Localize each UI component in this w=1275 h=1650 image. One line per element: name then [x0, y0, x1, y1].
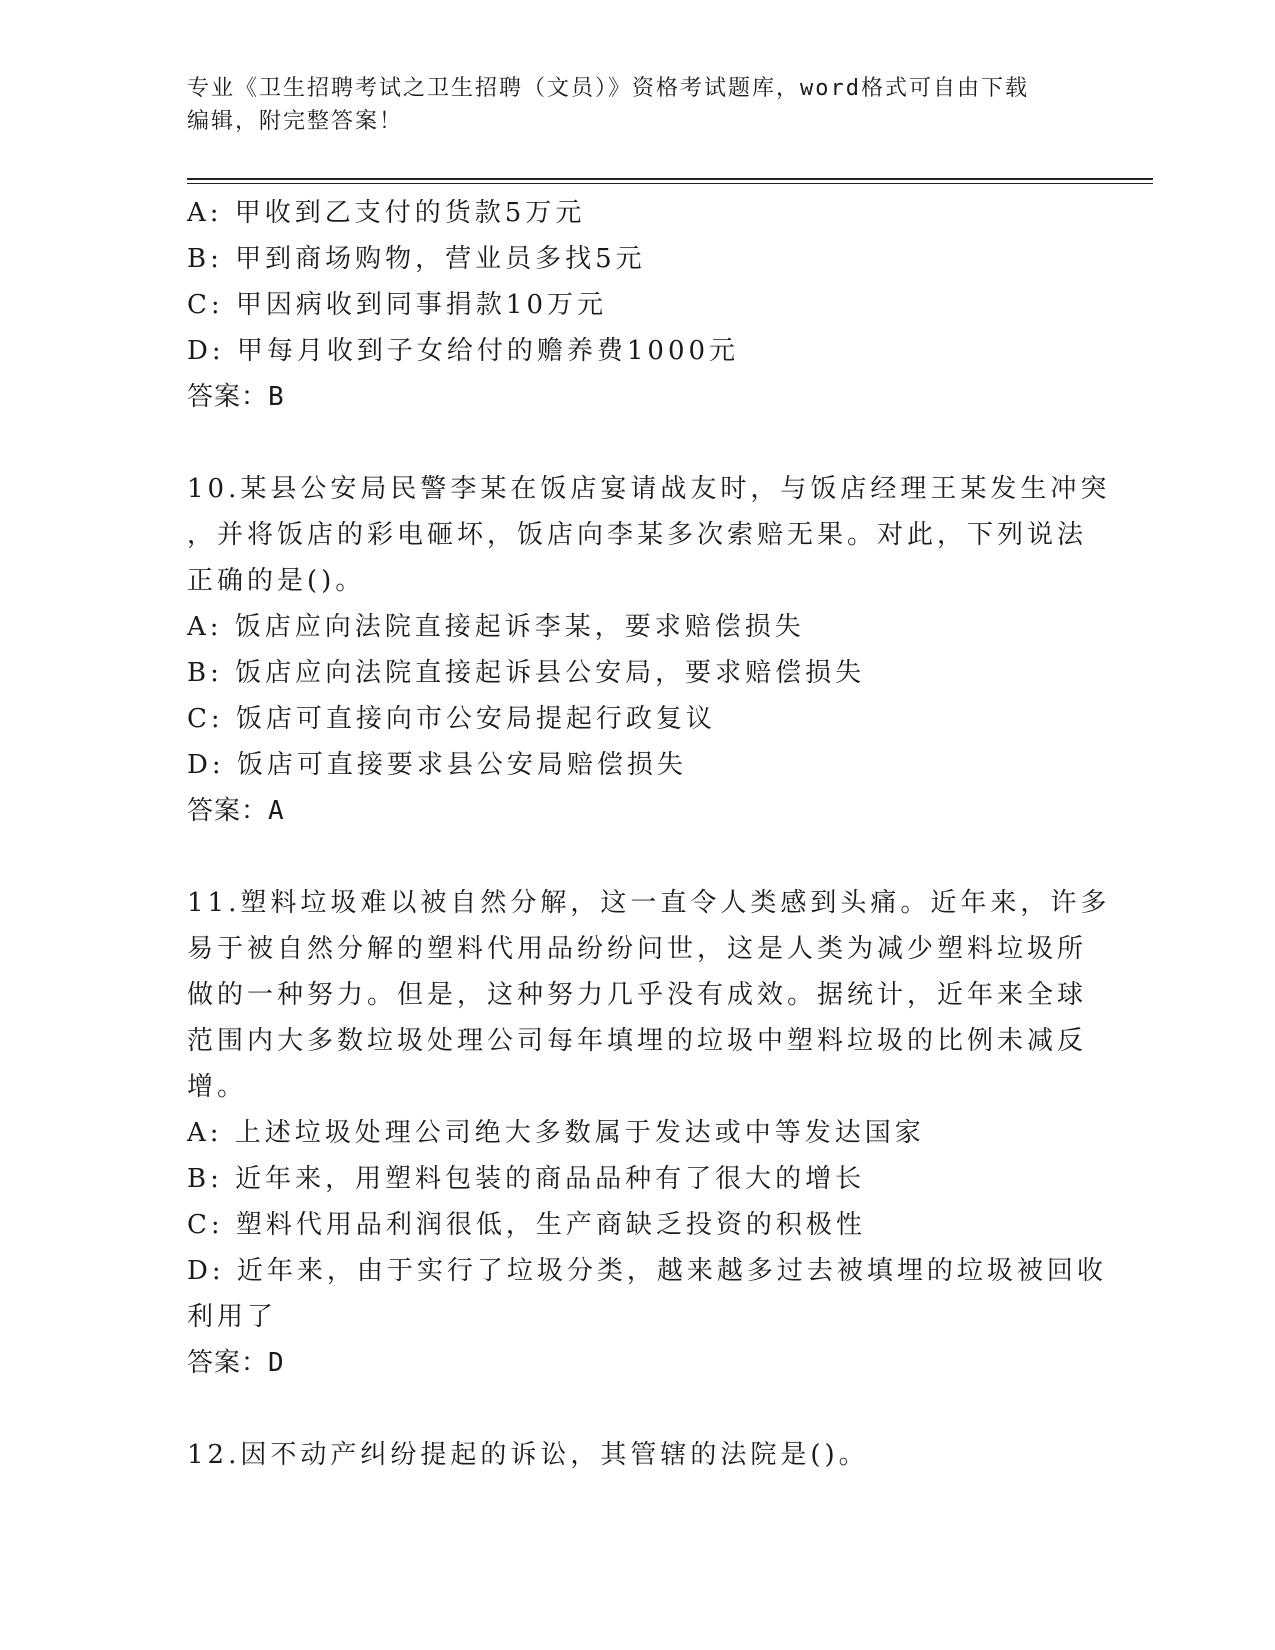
header-rule-thin	[187, 183, 1153, 184]
option-b: B: 甲到商场购物，营业员多找5元	[187, 244, 646, 274]
question-stem-line: 正确的是()。	[187, 566, 366, 596]
answer-value: D	[268, 1348, 285, 1378]
question-10	[187, 466, 1111, 834]
option-c: C: 饭店可直接向市公安局提起行政复议	[187, 704, 716, 734]
question-stem-line: 增。	[187, 1072, 248, 1102]
answer-label: 答案：	[187, 796, 269, 826]
question-stem-line: ，并将饭店的彩电砸坏，饭店向李某多次索赔无果。对此，下列说法	[187, 520, 1088, 550]
question-11	[187, 880, 1111, 1386]
option-d: D: 甲每月收到子女给付的赡养费1000元	[187, 336, 740, 366]
question-stem-line: 10.某县公安局民警李某在饭店宴请战友时，与饭店经理王某发生冲突	[187, 474, 1111, 504]
answer-label: 答案：	[187, 1348, 269, 1378]
option-a: A: 上述垃圾处理公司绝大多数属于发达或中等发达国家	[187, 1118, 925, 1148]
option-c: C: 甲因病收到同事捐款10万元	[187, 290, 608, 320]
answer-line	[187, 788, 1087, 834]
header-line-1: 专业《卫生招聘考试之卫生招聘（文员）》资格考试题库，word格式可自由下载	[187, 76, 1029, 101]
question-12	[187, 1432, 1087, 1478]
answer-value: B	[268, 382, 285, 412]
option-b: B: 饭店应向法院直接起诉县公安局，要求赔偿损失	[187, 658, 866, 688]
answer-value: A	[268, 796, 285, 826]
question-9	[187, 190, 1087, 420]
option-d: D: 近年来，由于实行了垃圾分类，越来越多过去被填埋的垃圾被回收	[187, 1256, 1107, 1286]
option-d: D: 饭店可直接要求县公安局赔偿损失	[187, 750, 687, 780]
option-d-continued: 利用了	[187, 1302, 278, 1332]
header-rule-thick	[187, 178, 1153, 180]
header-line-2: 编辑，附完整答案！	[187, 109, 404, 134]
question-stem-line: 做的一种努力。但是，这种努力几乎没有成效。据统计，近年来全球	[187, 980, 1088, 1010]
option-a: A: 甲收到乙支付的货款5万元	[187, 198, 586, 228]
option-b: B: 近年来，用塑料包装的商品品种有了很大的增长	[187, 1164, 866, 1194]
question-stem-line: 11.塑料垃圾难以被自然分解，这一直令人类感到头痛。近年来，许多	[187, 888, 1111, 918]
question-stem-line: 范围内大多数垃圾处理公司每年填埋的垃圾中塑料垃圾的比例未减反	[187, 1026, 1088, 1056]
answer-line	[187, 374, 1087, 420]
question-stem-line: 易于被自然分解的塑料代用品纷纷问世，这是人类为减少塑料垃圾所	[187, 934, 1088, 964]
answer-line	[187, 1340, 1087, 1386]
answer-label: 答案：	[187, 382, 269, 412]
question-stem-line: 12.因不动产纠纷提起的诉讼，其管辖的法院是()。	[187, 1440, 869, 1470]
question-content	[187, 190, 1111, 1478]
document-header	[187, 72, 1087, 138]
option-a: A: 饭店应向法院直接起诉李某，要求赔偿损失	[187, 612, 805, 642]
option-c: C: 塑料代用品利润很低，生产商缺乏投资的积极性	[187, 1210, 866, 1240]
